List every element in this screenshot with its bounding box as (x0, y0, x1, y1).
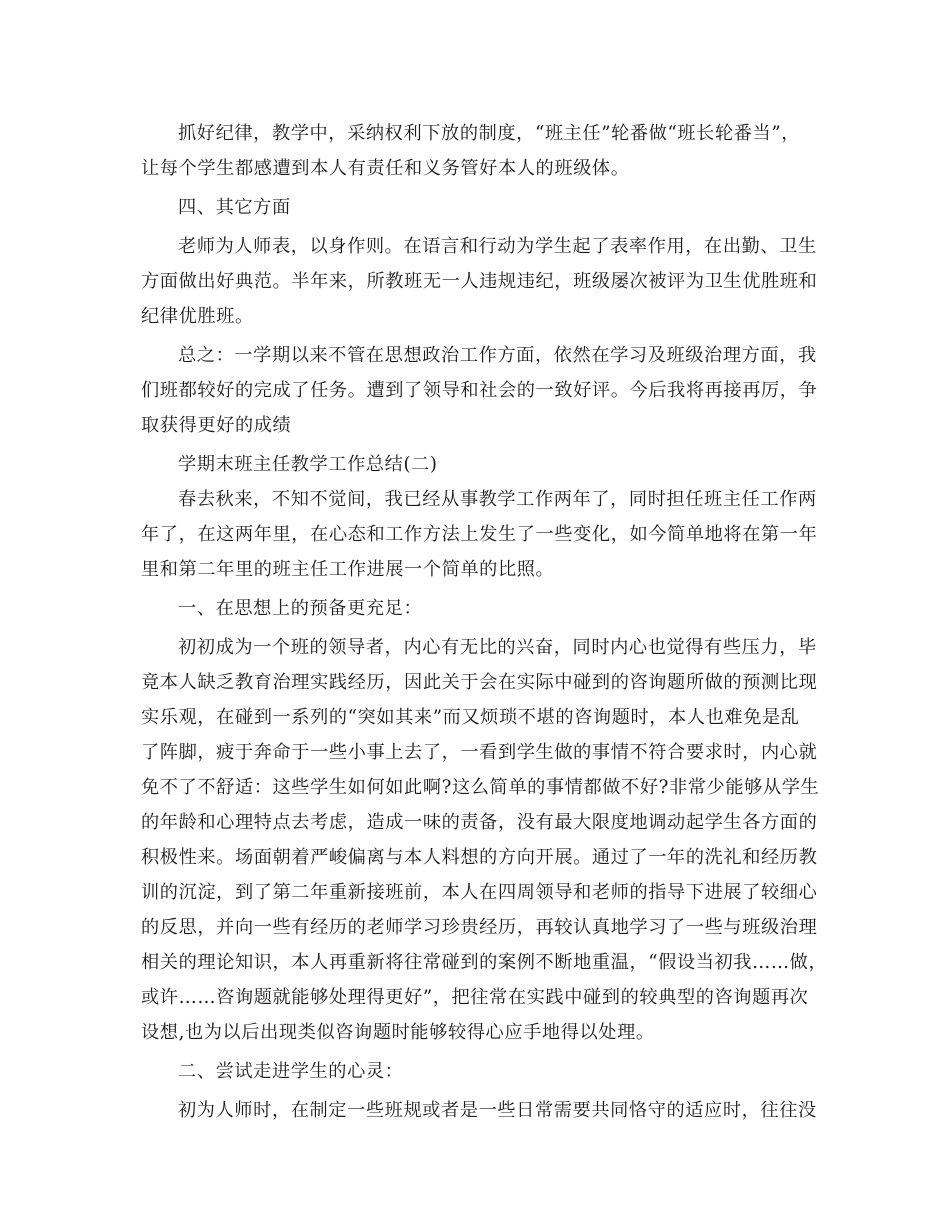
text-line: 的反思，并向一些有经历的老师学习珍贵经历，再较认真地学习了一些与班级治理 (141, 917, 818, 938)
text-line: 的年龄和心理特点去考虑，造成一味的责备，没有最大限度地调动起学生各方面的 (141, 812, 818, 833)
text-line: 纪律优胜班。 (141, 306, 254, 327)
text-line: 二、尝试走进学生的心灵： (178, 1061, 404, 1082)
text-line: 春去秋来，不知不觉间，我已经从事教学工作两年了，同时担任班主任工作两 (178, 489, 817, 510)
text-line: 取获得更好的成绩 (141, 415, 292, 436)
text-line: 抓好纪律，教学中，采纳权利下放的制度，“班主任”轮番做“班长轮番当”， (178, 123, 801, 144)
text-line: 积极性来。场面朝着严峻偏离与本人料想的方向开展。通过了一年的洗礼和经历教 (141, 847, 818, 868)
text-line: 老师为人师表，以身作则。在语言和行动为学生起了表率作用，在出勤、卫生 (178, 236, 817, 257)
text-line: 方面做出好典范。半年来，所教班无一人违规违纪，班级屡次被评为卫生优胜班和 (141, 271, 818, 292)
text-line: 实乐观，在碰到一系列的“突如其来”而又烦琐不堪的咨询题时，本人也难免是乱 (141, 707, 800, 728)
text-line: 年了，在这两年里，在心态和工作方法上发生了一些变化，如今简单地将在第一年 (141, 524, 818, 545)
text-line: 初初成为一个班的领导者，内心有无比的兴奋，同时内心也觉得有些压力，毕 (178, 637, 817, 658)
text-line: 学期末班主任教学工作总结(二) (178, 454, 438, 475)
text-line: 设想,也为以后出现类似咨询题时能够较得心应手地得以处理。 (141, 1022, 655, 1043)
document-body (141, 116, 828, 1128)
text-line: 了阵脚，疲于奔命于一些小事上去了，一看到学生做的事情不符合要求时，内心就 (141, 742, 818, 763)
text-line: 相关的理论知识，本人再重新将往常碰到的案例不断地重温，“假设当初我……做， (141, 952, 828, 973)
text-line: 让每个学生都感遭到本人有责任和义务管好本人的班级体。 (141, 158, 630, 179)
text-line: 竟本人缺乏教育治理实践经历，因此关于会在实际中碰到的咨询题所做的预测比现 (141, 672, 818, 693)
text-line: 里和第二年里的班主任工作进展一个简单的比照。 (141, 559, 555, 580)
text-line: 四、其它方面 (178, 197, 291, 218)
text-line: 训的沉淀，到了第二年重新接班前，本人在四周领导和老师的指导下进展了较细心 (141, 882, 818, 903)
text-line: 初为人师时，在制定一些班规或者是一些日常需要共同恪守的适应时，往往没 (178, 1100, 817, 1121)
text-line: 免不了不舒适：这些学生如何如此啊?这么简单的事情都做不好?非常少能够从学生 (141, 777, 820, 798)
text-line: 或许……咨询题就能够处理得更好”，把往常在实践中碰到的较典型的咨询题再次 (141, 987, 809, 1008)
text-line: 一、在思想上的预备更充足： (178, 598, 423, 619)
text-line: 总之：一学期以来不管在思想政治工作方面，依然在学习及班级治理方面，我 (178, 345, 817, 366)
text-line: 们班都较好的完成了任务。遭到了领导和社会的一致好评。今后我将再接再厉，争 (141, 380, 818, 401)
